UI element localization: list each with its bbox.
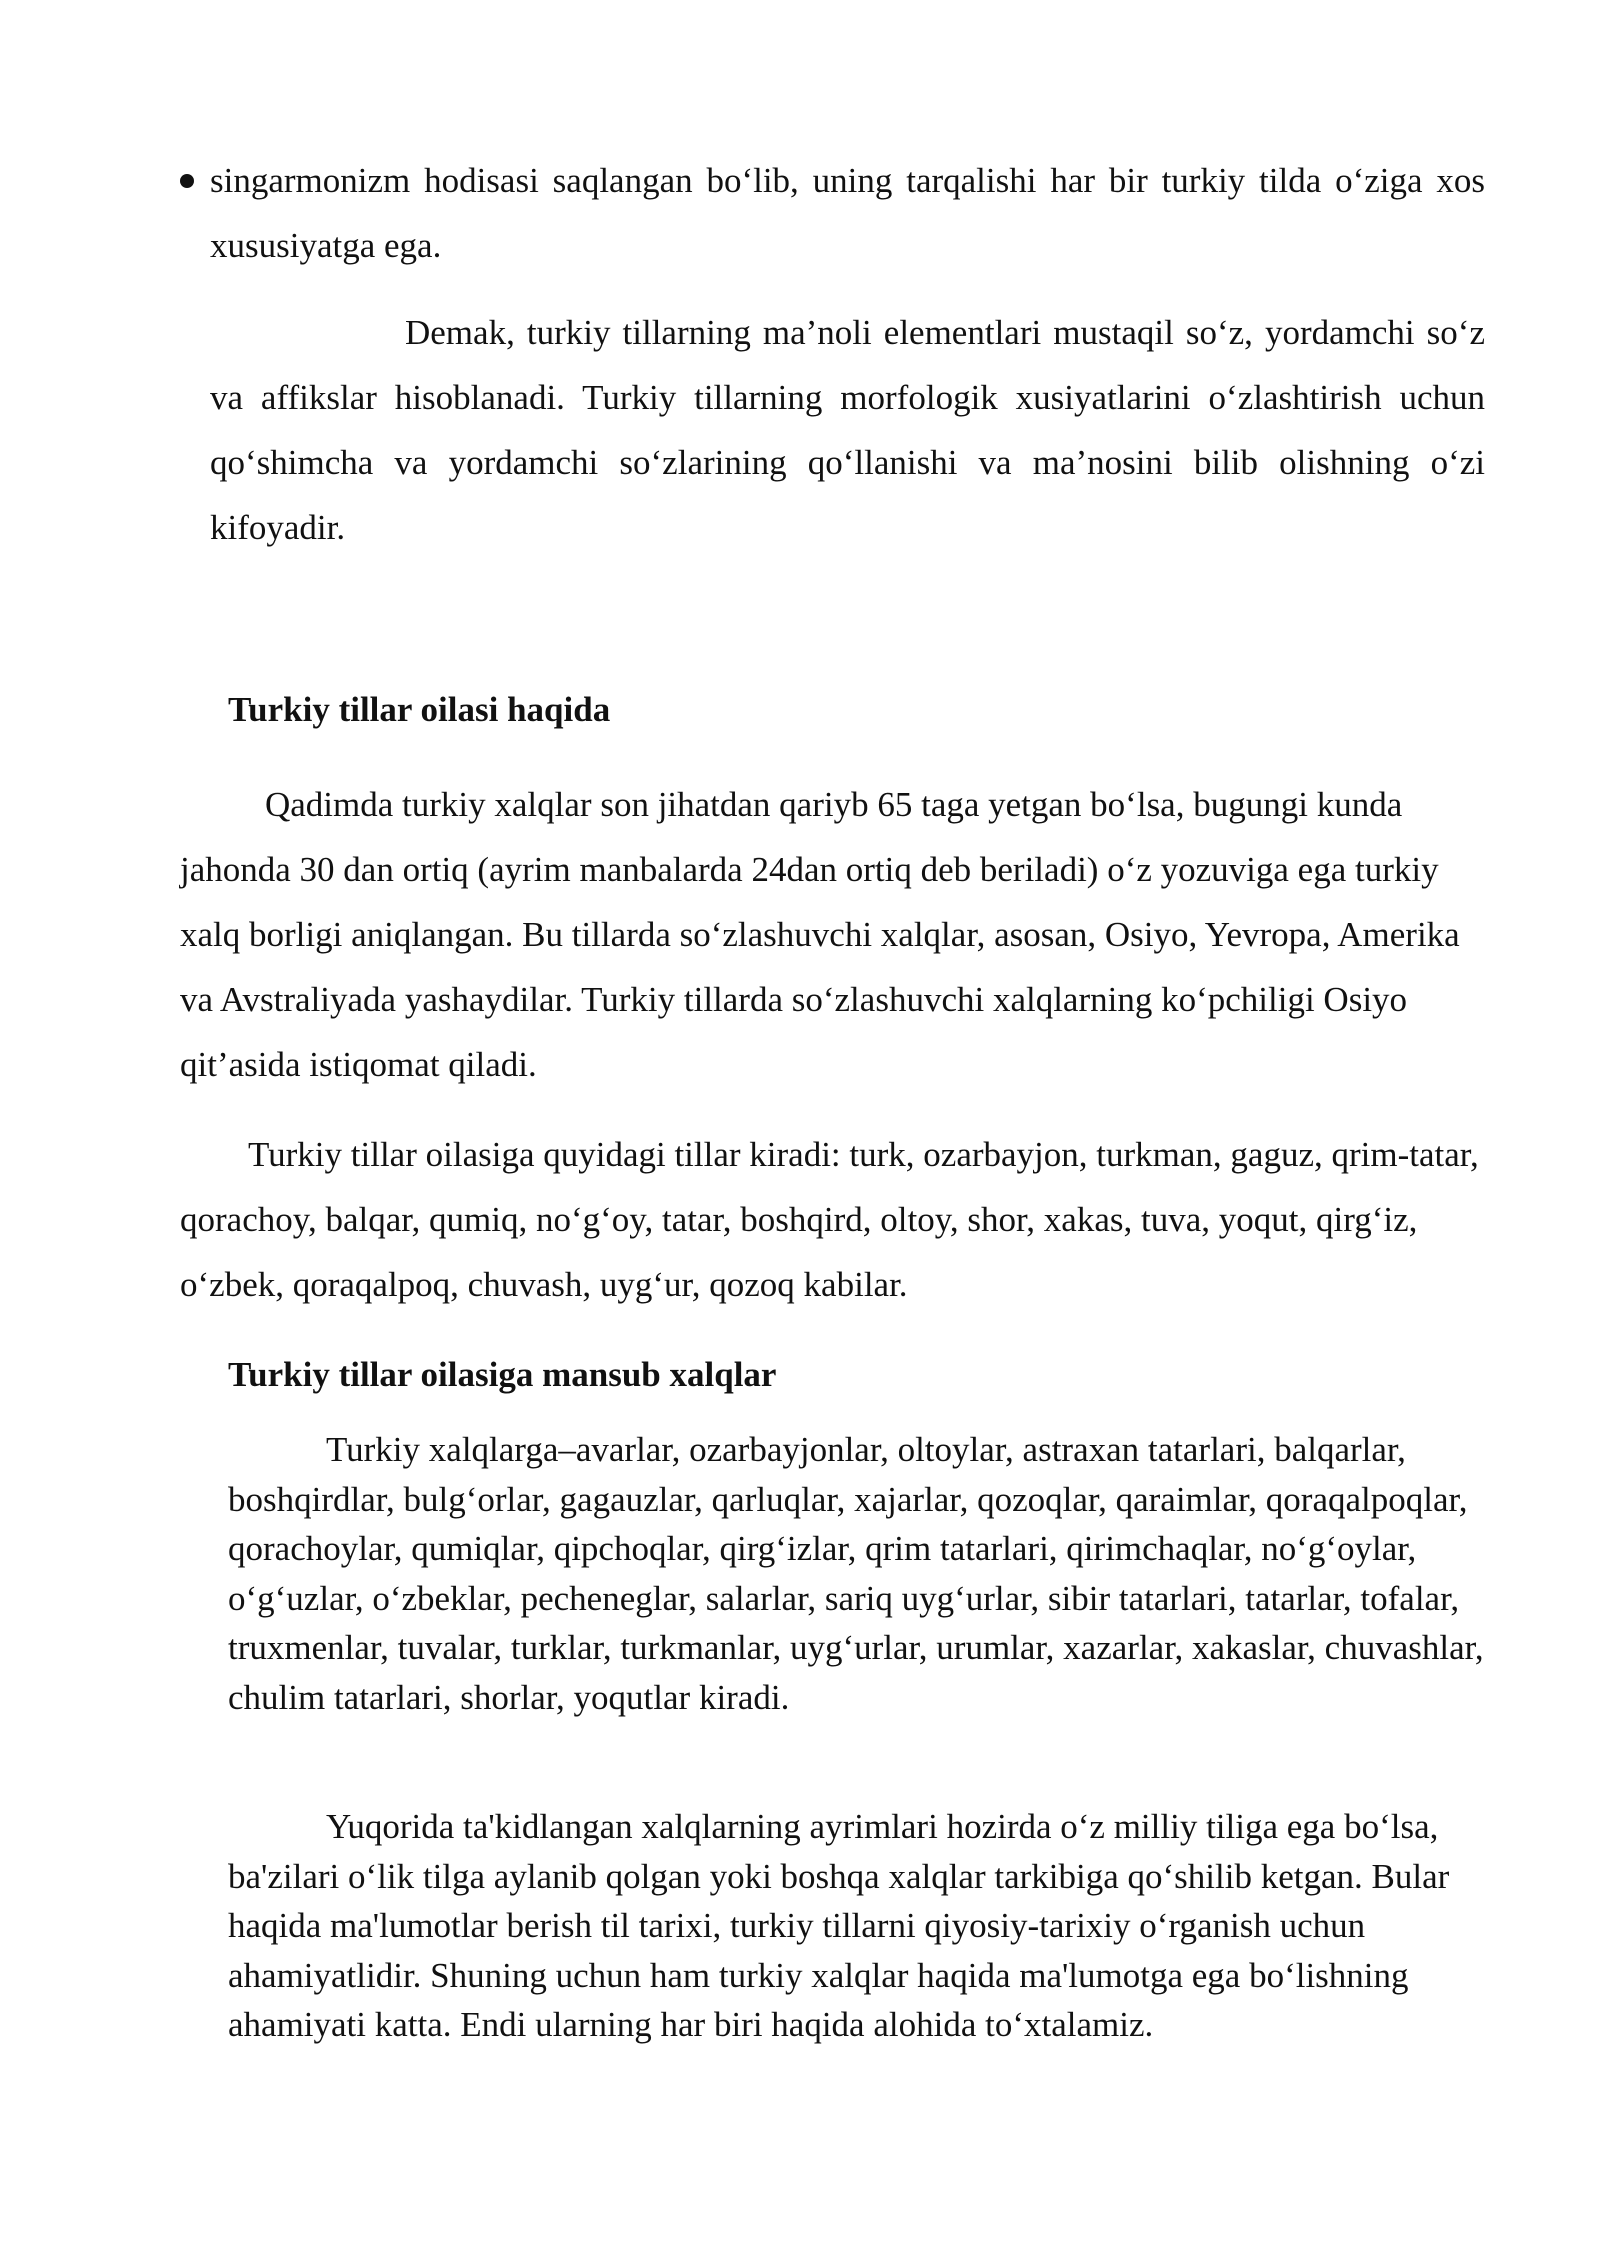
section-heading-turkic-peoples: Turkiy tillar oilasiga mansub xalqlar <box>228 1355 777 1394</box>
bullet-icon <box>180 174 194 188</box>
summary-paragraph: Demak, turkiy tillarning ma’noli elementlari mustaqil soʻz, yordamchi soʻz va affikslar hisoblanadi. Turkiy tillarning morfologik xusiyatlarini oʻzlashtirish uchun qoʻshimcha va yordamchi soʻzlarining qoʻllanishi va ma’nosini bilib olishning oʻzi kifoyadir. <box>210 313 1485 547</box>
bullet-list-item <box>210 148 1485 278</box>
paragraph-history: Qadimda turkiy xalqlar son jihatdan qariyb 65 taga yetgan boʻlsa, bugungi kunda jahonda 30 dan ortiq (ayrim manbalarda 24dan ortiq deb beriladi) oʻz yozuviga ega turkiy xalq borligi aniqlangan. Bu tillarda soʻzlashuvchi xalqlar, asosan, Osiyo, Yevropa, Amerika va Avstraliyada yashaydilar. Turkiy tillarda soʻzlashuvchi xalqlarning koʻpchiligi Osiyo qit’asida istiqomat qiladi. <box>180 785 1460 1084</box>
paragraph-language-list: Turkiy tillar oilasiga quyidagi tillar kiradi: turk, ozarbayjon, turkman, gaguz, qrim-tatar, qorachoy, balqar, qumiq, noʻgʻoy, tatar, boshqird, oltoy, shor, xakas, tuva, yoqut, qirgʻiz, oʻzbek, qoraqalpoq, chuvash, uygʻur, qozoq kabilar. <box>180 1135 1479 1304</box>
section-heading-turkic-family: Turkiy tillar oilasi haqida <box>228 690 611 729</box>
paragraph-conclusion: Yuqorida ta'kidlangan xalqlarning ayrimlari hozirda oʻz milliy tiliga ega boʻlsa, ba'zilari oʻlik tilga aylanib qolgan yoki boshqa xalqlar tarkibiga qoʻshilib ketgan. Bular haqida ma'lumotlar berish til tarixi, turkiy tillarni qiyosiy-tarixiy oʻrganish uchun ahamiyatlidir. Shuning uchun ham turkiy xalqlar haqida ma'lumotga ega boʻlishning ahamiyati katta. Endi ularning har biri haqida alohida toʻxtalamiz. <box>228 1807 1450 2044</box>
bullet-text: singarmonizm hodisasi saqlangan boʻlib, uning tarqalishi har bir turkiy tilda oʻziga xos xususiyatga ega. <box>210 161 1485 265</box>
paragraph-peoples-list: Turkiy xalqlarga–avarlar, ozarbayjonlar, oltoylar, astraxan tatarlari, balqarlar, boshqirdlar, bulgʻorlar, gagauzlar, qarluqlar, xajarlar, qozoqlar, qaraimlar, qoraqalpoqlar, qorachoylar, qumiqlar, qipchoqlar, qirgʻizlar, qrim tatarlari, qirimchaqlar, noʻgʻoylar, oʻgʻuzlar, oʻzbeklar, pecheneglar, salarlar, sariq uygʻurlar, sibir tatarlari, tatarlar, tofalar, truxmenlar, tuvalar, turklar, turkmanlar, uygʻurlar, urumlar, xazarlar, xakaslar, chuvashlar, chulim tatarlari, shorlar, yoqutlar kiradi. <box>228 1430 1484 1717</box>
